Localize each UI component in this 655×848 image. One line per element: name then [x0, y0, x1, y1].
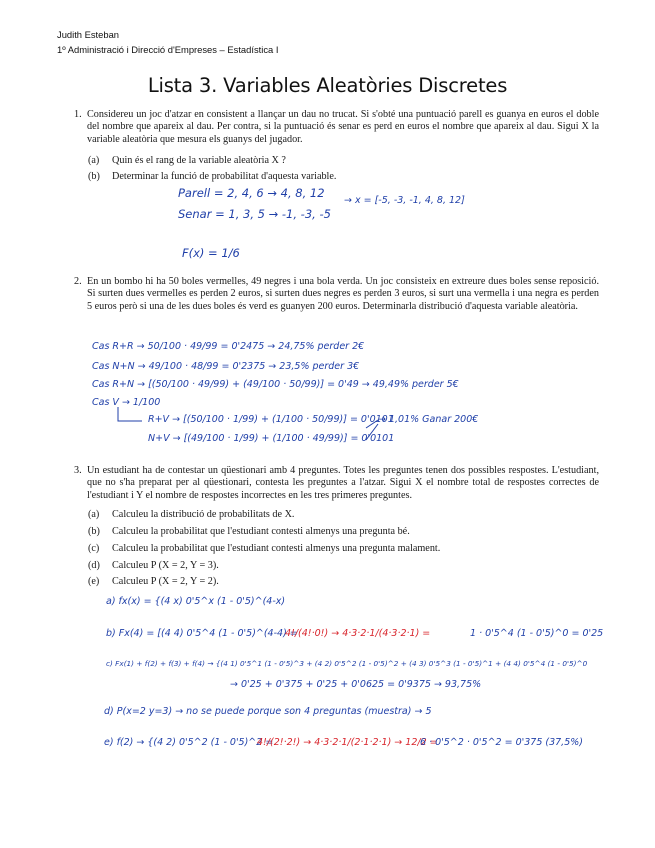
problem-3-part-b [88, 526, 410, 537]
problem-3-part-e [88, 576, 219, 587]
problem-number: 3. [74, 465, 82, 476]
handwriting-case-nn: Cas N+N → 49/100 · 48/99 = 0'2375 → 23,5% perder 3€ [92, 361, 360, 372]
handwriting-case-rv: R+V → [(50/100 · 1/99) + (1/100 · 50/99)] = 0'0101 [148, 414, 394, 425]
handwriting-parell: Parell = 2, 4, 6 → 4, 8, 12 [178, 186, 325, 200]
part-text: Calculeu P (X = 2, Y = 3). [112, 560, 219, 571]
problem-text: En un bombo hi ha 50 boles vermelles, 49 negres i una bola verda. Un joc consisteix en extreure dues boles sense reposició. Si surten dues vermelles es perden 2 euros, si surten dues negres es perden 3 euros, si surt una vermella i una negra es perden 5 euros però si una de les dues boles és verd es guanyen 200 euros. Determinarla distribució d'aquesta variable aleatòria. [87, 276, 599, 312]
part-text: Calculeu la probabilitat que l'estudiant contesti almenys una pregunta bé. [112, 526, 410, 537]
part-text: Calculeu la probabilitat que l'estudiant contesti almenys una pregunta malament. [112, 543, 441, 554]
handwriting-3b: b) Fx(4) = [(4 4) 0'5^4 (1 - 0'5)^(4-4) = [106, 628, 298, 639]
problem-1 [74, 109, 599, 146]
handwriting-3b-red: 4!/(4!·0!) → 4·3·2·1/(4·3·2·1) = [285, 628, 431, 639]
problem-3-part-d [88, 560, 219, 571]
problem-3-part-a [88, 509, 294, 520]
handwriting-fx: F(x) = 1/6 [182, 246, 240, 260]
part-text: Quin és el rang de la variable aleatòria X ? [112, 155, 286, 166]
handwriting-3a: a) fx(x) = {(4 x) 0'5^x (1 - 0'5)^(4-x) [106, 596, 286, 607]
handwriting-3c-line2: → 0'25 + 0'375 + 0'25 + 0'0625 = 0'9375 → 93,75% [230, 679, 482, 690]
handwriting-range: → x = [-5, -3, -1, 4, 8, 12] [344, 195, 465, 206]
page-title: Lista 3. Variables Aleatòries Discretes [147, 74, 508, 97]
problem-2 [74, 276, 599, 313]
part-text: Calculeu la distribució de probabilitats de X. [112, 509, 295, 520]
part-label: (c) [88, 543, 100, 554]
part-label: (b) [88, 526, 100, 537]
handwriting-3c-line1: c) Fx(1) + f(2) + f(3) + f(4) → {(4 1) 0'5^1 (1 - 0'5)^3 + (4 2) 0'5^2 (1 - 0'5)^2 + (4 3) 0'5^3 (1 - 0'5)^1 + (4 4) 0'5^4 (1 - 0'5)^0 [106, 659, 588, 668]
handwriting-ganar: → 1,01% Ganar 200€ [378, 414, 479, 425]
problem-number: 1. [74, 109, 82, 120]
part-label: (a) [88, 509, 100, 520]
handwriting-3e: e) f(2) → {(4 2) 0'5^2 (1 - 0'5)^2 = [104, 737, 274, 748]
handwriting-senar: Senar = 1, 3, 5 → -1, -3, -5 [178, 207, 331, 221]
problem-3-part-c [88, 543, 440, 554]
part-label: (d) [88, 560, 100, 571]
arrow-stroke [118, 407, 142, 421]
course-name: 1º Administració i Direcció d'Empreses – Estadística I [57, 44, 279, 55]
handwriting-3e-result: 6 · 0'5^2 · 0'5^2 = 0'375 (37,5%) [420, 737, 583, 748]
part-text: Determinar la funció de probabilitat d'aquesta variable. [112, 171, 337, 182]
author-name: Judith Esteban [57, 29, 120, 40]
problem-1-part-b [88, 171, 336, 182]
problem-text: Considereu un joc d'atzar en consistent a llançar un dau no trucat. Si s'obté una puntuació parell es guanya en euros el doble del nombre que apareix al dau. Per contra, si la puntuació és senar es perd en euros el nombre que apareix al dau. Sigui X la variable aleatòria que mesura els guanys del jugador. [87, 109, 599, 145]
handwriting-3e-red: 4!/(2!·2!) → 4·3·2·1/(2·1·2·1) → 12/2 = [257, 737, 438, 748]
handwriting-case-rn: Cas R+N → [(50/100 · 49/99) + (49/100 · 50/99)] = 0'49 → 49,49% perder 5€ [92, 379, 459, 390]
problem-3 [74, 465, 599, 502]
handwriting-case-nv: N+V → [(49/100 · 1/99) + (1/100 · 49/99)] = 0'0101 [148, 433, 395, 444]
handwriting-3b-result: 1 · 0'5^4 (1 - 0'5)^0 = 0'25 [470, 628, 604, 639]
part-text: Calculeu P (X = 2, Y = 2). [112, 576, 219, 587]
problem-text: Un estudiant ha de contestar un qüestionari amb 4 preguntes. Totes les preguntes tenen dos possibles respostes. L'estudiant, que no s'ha preparat per al qüestionari, contesta les preguntes a l'atzar. Sigui X el nombre total de respostes correctes de l'estudiant i Y el nombre de respostes incorrectes en les tres primeres preguntes. [87, 465, 599, 501]
problem-number: 2. [74, 276, 82, 287]
handwriting-case-v: Cas V → 1/100 [92, 397, 161, 408]
part-label: (e) [88, 576, 100, 587]
handwriting-3d: d) P(x=2 y=3) → no se puede porque son 4 preguntas (muestra) → 5 [104, 706, 432, 717]
part-label: (b) [88, 171, 100, 182]
part-label: (a) [88, 155, 100, 166]
handwriting-case-rr: Cas R+R → 50/100 · 49/99 = 0'2475 → 24,75% perder 2€ [92, 341, 365, 352]
problem-1-part-a [88, 155, 286, 166]
